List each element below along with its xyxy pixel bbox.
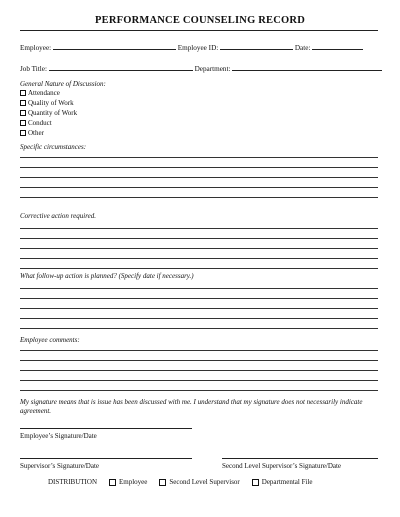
distribution-departmental-file-label: Departmental File (261, 478, 313, 486)
distribution-departmental-file-checkbox[interactable] (252, 479, 259, 486)
distribution-row (48, 478, 313, 486)
second-level-signature-line[interactable] (222, 458, 378, 459)
checkbox[interactable] (20, 90, 26, 96)
employee-signature-label: Employee’s Signature/Date (20, 432, 97, 440)
date-label: Date: (294, 44, 311, 52)
distribution-label: DISTRIBUTION (48, 478, 97, 486)
second-level-signature-label: Second Level Supervisor’s Signature/Date (222, 462, 342, 470)
followup-label: What follow-up action is planned? (Specify date if necessary.) (20, 272, 194, 280)
employee-signature-line[interactable] (20, 428, 192, 429)
employee-row (20, 43, 380, 52)
supervisor-signature-label: Supervisor’s Signature/Date (20, 462, 99, 470)
department-field[interactable] (232, 64, 382, 71)
corrective-label: Corrective action required. (20, 212, 97, 220)
job-title-field[interactable] (49, 64, 193, 71)
acknowledgement-text: My signature means that is issue has been discussed with me. I understand that my signature does not necessarily indicate agreement. (20, 398, 363, 415)
nature-option-quantity[interactable]: Quantity of Work (20, 108, 77, 118)
employee-id-label: Employee ID: (177, 44, 219, 52)
department-label: Department: (194, 65, 231, 73)
distribution-second-level-label: Second Level Supervisor (169, 478, 240, 486)
supervisor-signature-line[interactable] (20, 458, 192, 459)
circumstances-label: Specific circumstances: (20, 143, 87, 151)
title-divider (20, 30, 378, 31)
distribution-second-level-checkbox[interactable] (159, 479, 166, 486)
nature-option-conduct[interactable]: Conduct (20, 118, 77, 128)
checkbox[interactable] (20, 100, 26, 106)
employee-field[interactable] (53, 43, 176, 50)
comments-label: Employee comments: (20, 336, 80, 344)
job-title-label: Job Title: (20, 65, 47, 73)
nature-option-attendance[interactable]: Attendance (20, 88, 77, 98)
checkbox[interactable] (20, 120, 26, 126)
distribution-employee-label: Employee (119, 478, 148, 486)
employee-label: Employee: (20, 44, 52, 52)
nature-checkbox-list (20, 88, 77, 138)
distribution-employee-checkbox[interactable] (109, 479, 116, 486)
form-title: PERFORMANCE COUNSELING RECORD (95, 15, 305, 26)
nature-option-other[interactable]: Other (20, 128, 77, 138)
employee-id-field[interactable] (220, 43, 293, 50)
nature-heading: General Nature of Discussion: (20, 80, 106, 88)
job-title-row (20, 64, 380, 73)
checkbox[interactable] (20, 130, 26, 136)
date-field[interactable] (312, 43, 363, 50)
checkbox[interactable] (20, 110, 26, 116)
nature-option-quality[interactable]: Quality of Work (20, 98, 77, 108)
